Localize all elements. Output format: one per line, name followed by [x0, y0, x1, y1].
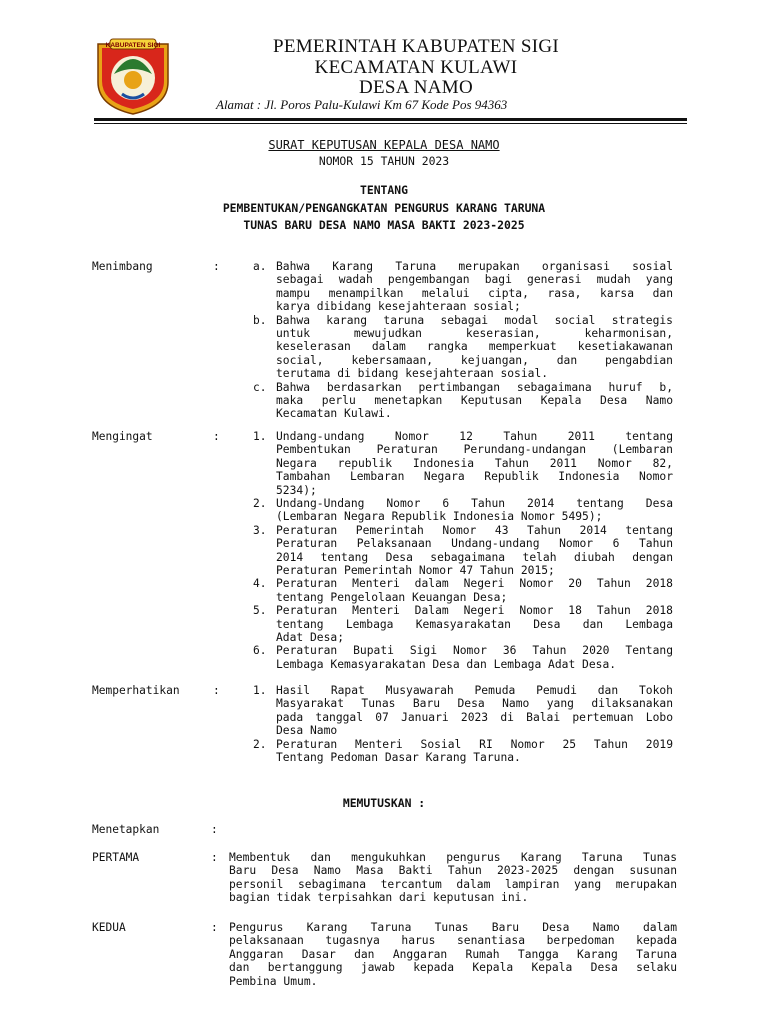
text-line: Bahwa Karang Taruna merupakan organisasi sosial	[276, 260, 673, 273]
text-line: tentang Lembaga Kemasyarakatan Desa dan Lembaga	[276, 617, 673, 631]
text-line: Pembina Umum.	[229, 974, 318, 988]
subject-line-1: PEMBENTUKAN/PENGANGKATAN PENGURUS KARANG TARUNA	[222, 201, 546, 215]
memperhatikan-item-marker: 2.	[253, 737, 267, 751]
menimbang-item-marker: c.	[253, 380, 267, 394]
text-line: terutama di bidang kesejahteraan sosial.	[276, 367, 549, 381]
text-line: maka perlu menetapkan Keputusan Kepala Desa Namo	[276, 394, 673, 407]
text-line: pada tanggal 07 Januari 2023 di Balai pertemuan Lobo	[276, 710, 673, 724]
pertama-separator: :	[211, 851, 218, 864]
header-rule-thin	[94, 123, 687, 124]
mengingat-item-marker: 4.	[253, 577, 267, 591]
menimbang-item-text	[276, 314, 673, 381]
kedua-text	[229, 921, 677, 988]
text-line: Peraturan Menteri Sosial RI Nomor 25 Tahun 2019	[276, 737, 673, 751]
text-line: Membentuk dan mengukuhkan pengurus Karang Taruna Tunas	[229, 851, 677, 864]
header-address: Alamat : Jl. Poros Palu-Kulawi Km 67 Kode Pos 94363	[216, 97, 508, 112]
pertama-text	[229, 851, 677, 905]
text-line: Peraturan Pemerintah Nomor 47 Tahun 2015;	[276, 564, 555, 578]
text-line: Pembentukan Peraturan Perundang-undangan (Lembaran	[276, 443, 673, 457]
text-line: Masyarakat Tunas Baru Desa Namo yang dilaksanakan	[276, 697, 673, 711]
memperhatikan-separator: :	[213, 684, 220, 697]
mengingat-item-marker: 2.	[253, 497, 267, 510]
text-line: Kecamatan Kulawi.	[276, 407, 392, 421]
menimbang-separator: :	[213, 260, 220, 273]
text-line: Peraturan Menteri dalam Negeri Nomor 20 Tahun 2018	[276, 577, 673, 591]
text-line: Desa Namo	[276, 724, 338, 738]
header-line-3: DESA NAMO	[358, 77, 474, 98]
memperhatikan-label: Memperhatikan	[92, 684, 180, 697]
text-line: Tentang Pedoman Dasar Karang Taruna.	[276, 751, 521, 764]
mengingat-item-marker: 6.	[253, 644, 267, 658]
mengingat-separator: :	[213, 430, 220, 443]
mengingat-item-text	[276, 430, 673, 497]
text-line: bagian tidak terpisahkan dari keputusan ini.	[229, 891, 529, 905]
text-line: sebagai wadah pengembangan bagi generasi mudah yang	[276, 273, 673, 287]
mengingat-item-text	[276, 524, 673, 578]
menetapkan-separator: :	[211, 823, 218, 836]
menimbang-item-marker: b.	[253, 313, 267, 327]
text-line: Anggaran Dasar dan Anggaran Rumah Tangga Karang Taruna	[229, 947, 677, 961]
text-line: Peraturan Pelaksanaan Undang-undang Nomor 6 Tahun	[276, 537, 673, 551]
text-line: personil sebagimana tercantum dalam lampiran yang merupakan	[229, 877, 677, 891]
mengingat-item-text	[276, 644, 673, 671]
mengingat-item-marker: 3.	[253, 523, 267, 537]
menimbang-item-marker: a.	[253, 260, 267, 273]
menetapkan-label: Menetapkan	[92, 823, 160, 836]
mengingat-label: Mengingat	[92, 430, 153, 443]
text-line: Negara republik Indonesia Tahun 2011 Nomor 82,	[276, 456, 673, 470]
text-line: Baru Desa Namo Masa Bakti Tahun 2023-2025 dengan susunan	[229, 864, 677, 878]
text-line: 2014 tentang Desa sebagaimana telah diubah dengan	[276, 550, 673, 564]
text-line: Adat Desa;	[276, 631, 345, 644]
text-line: pelaksanaan tugasnya harus senantiasa berpedoman kepada	[229, 934, 677, 948]
text-line: dan bertanggung jawab kepada Kepala Kepala Desa selaku	[229, 961, 677, 975]
menimbang-item-text	[276, 381, 673, 421]
header-rule-thick	[94, 118, 687, 121]
text-line: Peraturan Menteri Dalam Negeri Nomor 18 Tahun 2018	[276, 604, 673, 618]
emblem-text: KABUPATEN SIGI	[105, 42, 161, 49]
text-line: Bahwa berdasarkan pertimbangan sebagaimana huruf b,	[276, 380, 673, 394]
header-line-2: KECAMATAN KULAWI	[314, 57, 518, 78]
text-line: Hasil Rapat Musyawarah Pemuda Pemudi dan Tokoh	[276, 684, 673, 697]
text-line: Lembaga Kemasyarakatan Desa dan Lembaga Adat Desa.	[276, 657, 617, 671]
text-line: Peraturan Bupati Sigi Nomor 36 Tahun 2020 Tentang	[276, 644, 673, 658]
text-line: mampu menampilkan melalui cipta, rasa, karsa dan	[276, 286, 673, 300]
subject-line-2: TUNAS BARU DESA NAMO MASA BAKTI 2023-2025	[243, 218, 525, 232]
text-line: Undang-undang Nomor 12 Tahun 2011 tentang	[276, 430, 673, 443]
memperhatikan-item-text	[276, 684, 673, 738]
memutuskan-heading: MEMUTUSKAN :	[342, 796, 426, 810]
text-line: tentang Pengelolaan Keuangan Desa;	[276, 590, 508, 604]
memperhatikan-item-text	[276, 738, 673, 765]
decree-number: NOMOR 15 TAHUN 2023	[318, 154, 450, 168]
memperhatikan-item-marker: 1.	[253, 684, 267, 697]
mengingat-item-text	[276, 604, 673, 644]
text-line: social, kebersamaan, kejuangan, dan pengabdian	[276, 353, 673, 367]
decree-title: SURAT KEPUTUSAN KEPALA DESA NAMO	[268, 138, 500, 152]
text-line: Undang-Undang Nomor 6 Tahun 2014 tentang Desa	[276, 497, 673, 510]
text-line: karya dibidang kesejahteraan sosial;	[276, 300, 521, 314]
text-line: keselerasan dalam rangka memperkuat kesetiakawanan	[276, 340, 673, 354]
text-line: Pengurus Karang Taruna Tunas Baru Desa Namo dalam	[229, 921, 677, 934]
text-line: Tambahan Lembaran Negara Republik Indonesia Nomor	[276, 470, 673, 484]
menimbang-item-text	[276, 260, 673, 314]
kedua-label: KEDUA	[92, 921, 126, 934]
mengingat-item-text	[276, 497, 673, 524]
kedua-separator: :	[211, 921, 218, 934]
mengingat-item-text	[276, 577, 673, 604]
pertama-label: PERTAMA	[92, 851, 140, 864]
text-line: 5234);	[276, 483, 317, 497]
tentang-heading: TENTANG	[359, 183, 408, 197]
mengingat-item-marker: 5.	[253, 604, 267, 618]
mengingat-item-marker: 1.	[253, 430, 267, 443]
text-line: Peraturan Pemerintah Nomor 43 Tahun 2014 tentang	[276, 523, 673, 537]
text-line: Bahwa karang taruna sebagai modal social strategis	[276, 313, 673, 327]
text-line: untuk mewujudkan keserasian, keharmonisan,	[276, 327, 673, 340]
menimbang-label: Menimbang	[92, 260, 153, 273]
text-line: (Lembaran Negara Republik Indonesia Nomor 5495);	[276, 510, 603, 524]
header-line-1: PEMERINTAH KABUPATEN SIGI	[272, 36, 560, 57]
